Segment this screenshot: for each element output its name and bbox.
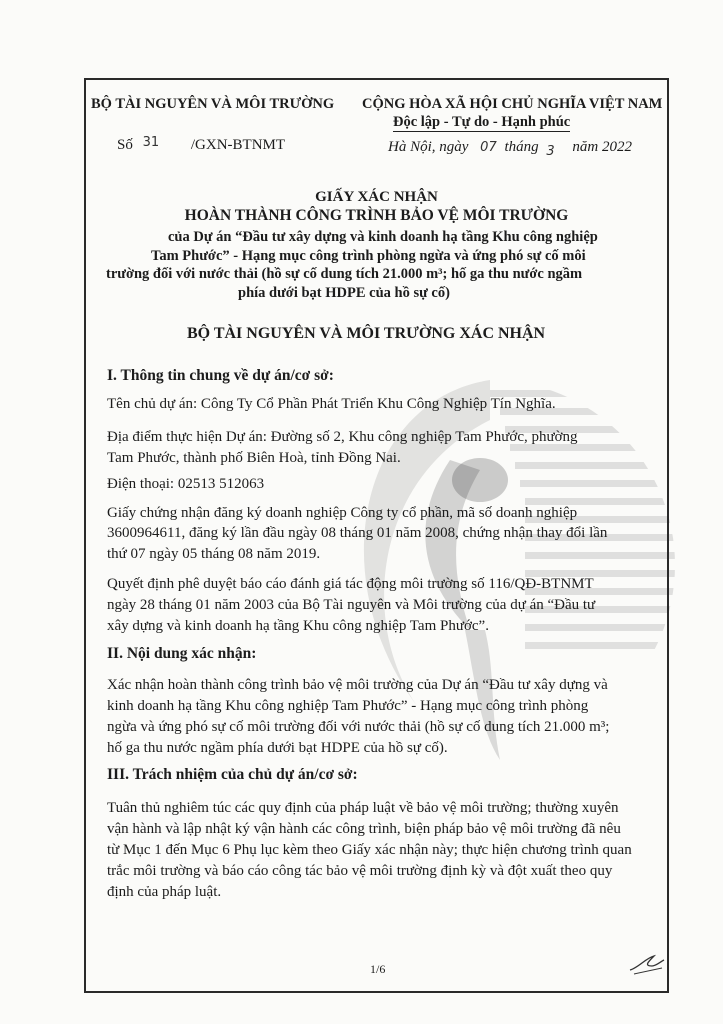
owner-line: Tên chủ dự án: Công Ty Cổ Phần Phát Triển Khu Công Nghiệp Tín Nghĩa. (107, 396, 556, 412)
date-month: 3 (546, 144, 555, 159)
decision-line-2: ngày 28 tháng 01 năm 2003 của Bộ Tài nguyên và Môi trường của dự án “Đầu tư (107, 597, 596, 613)
confirm-line-4: hố ga thu nước ngầm phía dưới bạt HDPE của hồ sự cố). (107, 740, 448, 756)
doc-number-value: 31 (142, 135, 160, 150)
date-month-label: tháng (504, 139, 539, 155)
title-sub-4: phía dưới bạt HDPE của hồ sự cố) (238, 285, 450, 301)
duty-line-3: từ Mục 1 đến Mục 6 Phụ lục kèm theo Giấy xác nhận này; thực hiện chương trình quan (107, 842, 632, 858)
decision-line-1: Quyết định phê duyệt báo cáo đánh giá tác động môi trường số 116/QĐ-BTNMT (107, 576, 594, 592)
confirm-line-3: ngừa và ứng phó sự cố môi trường đối với nước thải (hồ sự cố dung tích 21.000 m³; (107, 719, 610, 735)
doc-number-prefix: Số (117, 137, 133, 153)
republic-name: CỘNG HÒA XÃ HỘI CHỦ NGHĨA VIỆT NAM (362, 96, 663, 112)
ministry-name: BỘ TÀI NGUYÊN VÀ MÔI TRƯỜNG (91, 96, 335, 112)
confirm-line-2: kinh doanh hạ tầng Khu công nghiệp Tam Phước” - Hạng mục công trình phòng (107, 698, 589, 714)
doc-number-suffix: /GXN-BTNMT (190, 137, 286, 153)
license-line-3: thứ 07 ngày 05 tháng 08 năm 2019. (107, 546, 321, 562)
title-sub-2: Tam Phước” - Hạng mục công trình phòng ngừa và ứng phó sự cố môi (151, 248, 586, 264)
confirm-line-1: Xác nhận hoàn thành công trình bảo vệ môi trường của Dự án “Đầu tư xây dựng và (107, 677, 608, 693)
document-title-2: HOÀN THÀNH CÔNG TRÌNH BẢO VỆ MÔI TRƯỜNG (184, 207, 569, 224)
location-line-1: Địa điểm thực hiện Dự án: Đường số 2, Khu công nghiệp Tam Phước, phường (107, 429, 578, 445)
duty-line-5: định của pháp luật. (107, 884, 222, 900)
phone-line: Điện thoại: 02513 512063 (107, 476, 265, 492)
date-prefix: Hà Nội, ngày (388, 139, 469, 155)
title-sub-3: trường đối với nước thải (hồ sự cố dung tích 21.000 m³; hố ga thu nước ngầm (106, 266, 583, 282)
duty-line-1: Tuân thủ nghiêm túc các quy định của pháp luật về bảo vệ môi trường; thường xuyên (107, 800, 619, 816)
doc-date (388, 139, 633, 159)
date-day: 07 (480, 140, 497, 155)
national-motto: Độc lập - Tự do - Hạnh phúc (393, 114, 571, 130)
section-2-heading: II. Nội dung xác nhận: (107, 645, 257, 662)
title-sub-1: của Dự án “Đầu tư xây dựng và kinh doanh hạ tầng Khu công nghiệp (168, 229, 598, 245)
document-title: GIẤY XÁC NHẬN (315, 189, 438, 205)
location-line-2: Tam Phước, thành phố Biên Hoà, tỉnh Đồng Nai. (107, 450, 401, 466)
license-line-1: Giấy chứng nhận đăng ký doanh nghiệp Công ty cổ phần, mã số doanh nghiệp (107, 505, 578, 521)
page-number: 1/6 (370, 962, 386, 976)
duty-line-4: trắc môi trường và báo cáo công tác bảo vệ môi trường định kỳ và đột xuất theo quy (107, 863, 613, 879)
initials-signature (628, 950, 666, 976)
section-3-heading: III. Trách nhiệm của chủ dự án/cơ sở: (107, 766, 358, 783)
section-1-heading: I. Thông tin chung về dự án/cơ sở: (107, 367, 334, 384)
confirm-heading: BỘ TÀI NGUYÊN VÀ MÔI TRƯỜNG XÁC NHẬN (187, 325, 546, 342)
doc-number (117, 137, 285, 154)
duty-line-2: vận hành và lập nhật ký vận hành các công trình, biện pháp bảo vệ môi trường đã nêu (107, 821, 621, 837)
decision-line-3: xây dựng và kinh doanh hạ tầng Khu công nghiệp Tam Phước”. (107, 618, 489, 634)
date-year: năm 2022 (572, 139, 633, 155)
license-line-2: 3600964611, đăng ký lần đầu ngày 08 tháng 01 năm 2008, chứng nhận thay đổi lần (107, 525, 608, 541)
